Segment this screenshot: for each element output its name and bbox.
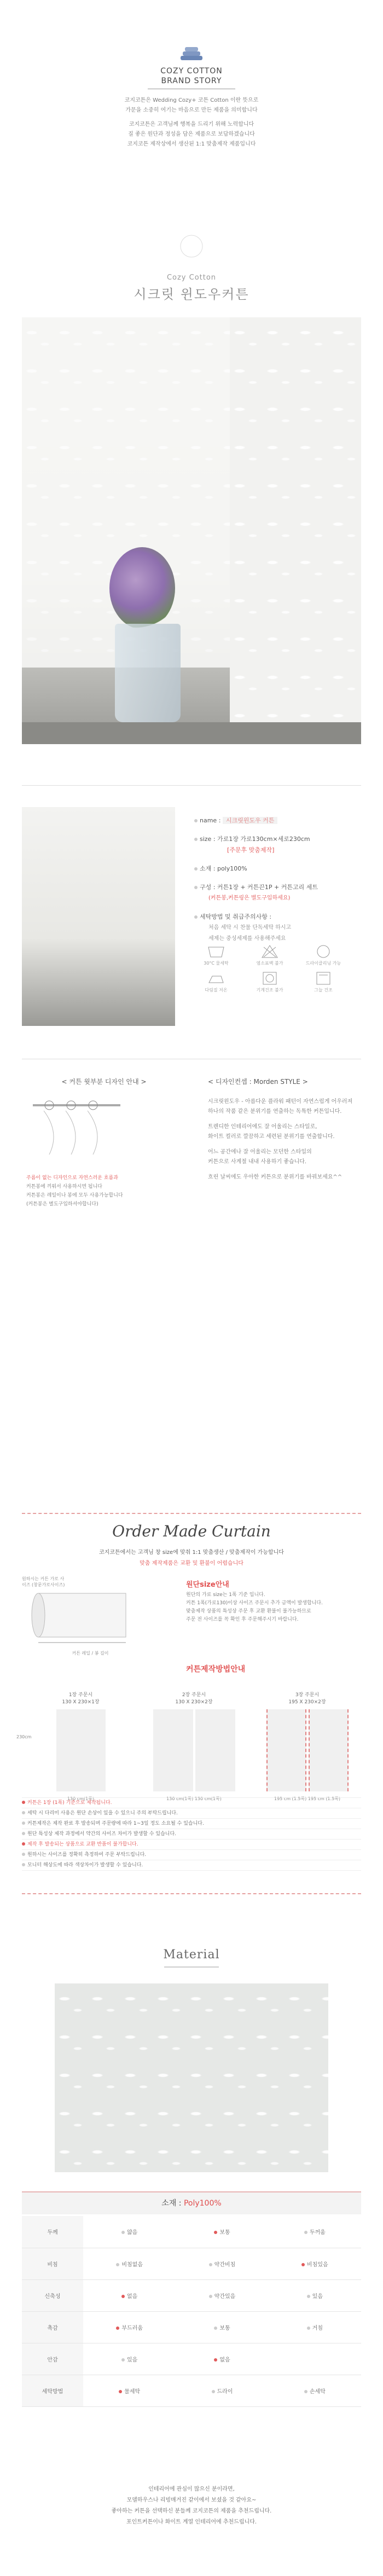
- material-row: [22, 2375, 361, 2406]
- material-row: [22, 2343, 361, 2375]
- option-dot: [307, 2295, 310, 2298]
- design-left-title: < 커튼 윗부분 디자인 안내 >: [61, 1078, 147, 1086]
- fabric-roll-icon: [22, 1588, 153, 1648]
- material-option: 부드러움: [83, 2311, 176, 2343]
- option-dot: [209, 2263, 212, 2266]
- material-row-label: 비침: [22, 2248, 83, 2279]
- spec-wash-line: 세제는 중성세제를 사용해주세요: [208, 936, 286, 942]
- curtain-ring-illustration: [27, 1094, 126, 1160]
- material-comp-bar: 소재 : Poly100%: [22, 2191, 361, 2214]
- option-dot: [304, 2390, 307, 2393]
- no-bleach-icon: [260, 944, 279, 959]
- material-option: 두꺼움: [269, 2216, 361, 2248]
- brand-logo: [0, 44, 383, 66]
- material-option: 드라이: [176, 2375, 268, 2406]
- material-option: 있음: [269, 2279, 361, 2311]
- design-right-title: < 디자인컨셉 : Morden STYLE >: [208, 1078, 308, 1086]
- option-dot: [214, 2326, 217, 2330]
- hydrangea-bouquet: [109, 547, 175, 629]
- spec-config-note: (커튼봉,커튼링은 별도구입하세요): [208, 895, 291, 901]
- material-option: 비침없음: [83, 2248, 176, 2279]
- care-icon-item: 그늘 건조: [299, 971, 348, 993]
- material-row: [22, 2248, 361, 2279]
- brand-name-line2: BRAND STORY: [161, 77, 222, 85]
- order-notes: 커튼은 1장 (1폭) 기준으로 제작됩니다. 세탁 시 다리미 사용은 원단 손상이 있을 수 있으니 주의 부탁드립니다. 커튼제작은 제작 완료 후 발송되며 주문량에 따라 1~3일 정도 소요될 수 있습니다. 원단 특성상 제작 과정에서 약간의 사이즈 차이가 발생할 수 있습니다. 제작 후 발송되는 상품으로 교환 반품이 불가합니다. 원하시는 사이즈를 정확히 측정하여 주문 부탁드립니다. 모니터 해상도에 따라 색상차이가 발생할 수 있습니다.: [22, 1797, 361, 1871]
- floor-shadow: [22, 722, 361, 744]
- width-guide: 원단size안내 원단의 가로 size는 1폭 기준 입니다. 커튼 1폭(가로130)이상 사이즈 주문시 추가 금액이 발생합니다. 맞춤제작 상품의 특성상 주문 후 교환 환불이 불가능하므로 주문 전 사이즈를 꼭 확인 후 주문해주시기 바랍니다.: [186, 1581, 323, 1622]
- material-underline: [164, 1966, 219, 1968]
- care-icon-item: 기계건조 불가: [245, 971, 294, 993]
- option-dot: [212, 2390, 215, 2393]
- spec-top-divider: [22, 785, 361, 786]
- title-decor: [0, 233, 383, 262]
- material-option: [269, 2343, 361, 2375]
- material-option: 보통: [176, 2311, 268, 2343]
- make-panel: 2장 주문시 130 X 230×2장 130 cm(1폭) 130 cm(1폭): [143, 1691, 245, 1802]
- material-row-label: 신축성: [22, 2279, 83, 2311]
- spec-comp: 소재 : poly100%: [194, 863, 369, 874]
- material-row-label: 세탁방법: [22, 2375, 83, 2406]
- title-sub: Cozy Cotton: [166, 274, 217, 282]
- material-option: 없음: [176, 2343, 268, 2375]
- brand-name-line1: COZY COTTON: [160, 67, 223, 76]
- order-top-border: [22, 1513, 361, 1514]
- footer-text: 인테리어에 관심이 많으신 분이라면, 모델하우스나 리빙매거진 같이에서 보셨을 것 같아요~ 좋아하는 커튼을 선택하신 분들께 코지코튼의 제품을 추천드립니다. 포인트커튼이나 화이트 계열 인테리어에 추천드립니다.: [111, 2486, 272, 2525]
- material-row: [22, 2311, 361, 2343]
- option-dot: [119, 2390, 122, 2393]
- spec-config: 구성 : 커튼1장 + 커튼끈1P + 커튼고리 세트: [194, 882, 369, 893]
- dry-clean-icon: [314, 944, 333, 959]
- cotton-stack-icon: [178, 44, 205, 63]
- iron-icon: [207, 971, 225, 986]
- spec-size: size : 가로1장 가로130cm×세로230cm: [194, 834, 369, 845]
- option-dot: [301, 2263, 305, 2266]
- order-bottom-border: [22, 1893, 361, 1894]
- material-option: 약간있음: [176, 2279, 268, 2311]
- material-row: [22, 2216, 361, 2248]
- spec-wash-line: 처음 세탁 시 찬물 단독세탁 하시고: [208, 925, 292, 931]
- material-row-label: 안감: [22, 2343, 83, 2375]
- order-title: Order Made Curtain: [112, 1522, 271, 1540]
- option-dot: [121, 2231, 125, 2234]
- spec-name: name : 시크릿윈도우 커튼: [194, 815, 369, 826]
- make-panel: 3장 주문시 195 X 230×2장 195 cm (1.5폭) 195 cm (1.5폭): [257, 1691, 358, 1802]
- option-dot: [307, 2326, 310, 2330]
- material-option: 보통: [176, 2216, 268, 2248]
- care-icons: [192, 944, 361, 993]
- material-option: 비침있음: [269, 2248, 361, 2279]
- option-dot: [304, 2231, 307, 2234]
- option-dot: [209, 2295, 212, 2298]
- option-dot: [214, 2358, 217, 2362]
- option-dot: [116, 2263, 119, 2266]
- material-option: 없음: [83, 2279, 176, 2311]
- spec-wash: 세탁방법 및 취급주의사항 :: [194, 912, 369, 923]
- material-title: Material: [163, 1948, 220, 1962]
- material-option: 있음: [83, 2343, 176, 2375]
- material-row: [22, 2279, 361, 2311]
- spec-size-note: [주문후 맞춤제작]: [227, 846, 275, 854]
- material-option: 약간비침: [176, 2248, 268, 2279]
- material-table: [22, 2216, 361, 2407]
- material-row-label: 촉감: [22, 2311, 83, 2343]
- option-dot: [121, 2358, 125, 2362]
- shade-dry-icon: [314, 971, 333, 986]
- material-row-label: 두께: [22, 2216, 83, 2248]
- care-icon-item: 염소표백 불가: [245, 944, 294, 966]
- spec-list: [194, 815, 369, 944]
- option-dot: [116, 2326, 119, 2330]
- material-closeup-photo: [55, 1983, 328, 2172]
- make-guide-title: 커튼제작방법안내: [186, 1665, 246, 1674]
- window-diagram: 원하시는 커튼 가로 사이즈 (창문가로사이즈) 커튼 레일 / 봉 길이: [22, 1576, 159, 1658]
- material-option: 물세탁: [83, 2375, 176, 2406]
- material-option: 얇음: [83, 2216, 176, 2248]
- order-sub1: 코지코튼에서는 고객님 창 size에 맞춰 1:1 맞춤생산 / 맞춤제작이 가능합니다: [99, 1550, 284, 1556]
- no-tumble-dry-icon: [260, 971, 279, 986]
- main-curtain-photo: [22, 317, 361, 744]
- make-panel: 1장 주문시 130 X 230×1장 130 cm(1폭): [30, 1691, 131, 1802]
- material-option: 손세탁: [269, 2375, 361, 2406]
- curtain-right-panel: [230, 317, 361, 744]
- care-icon-item: 30°C 물세탁: [192, 944, 241, 966]
- make-panels: [30, 1691, 358, 1802]
- care-icon-item: 드라이클리닝 가능: [299, 944, 348, 966]
- material-option: 거침: [269, 2311, 361, 2343]
- option-dot: [214, 2231, 217, 2234]
- option-dot: [121, 2295, 125, 2298]
- design-left-text: 주름이 없는 디자인으로 자연스러운 흐름과 커튼봉에 끼워서 사용하시면 됩니다 커튼봉은 레일이나 봉에 모두 사용가능합니다 (커튼봉은 별도구입하셔야합니다): [26, 1175, 123, 1207]
- page-title: 시크릿 윈도우커튼: [134, 287, 249, 302]
- spec-curtain-photo: [22, 807, 175, 1026]
- height-label: 230cm: [16, 1734, 32, 1739]
- glass-vase: [115, 624, 181, 722]
- brand-story: 코지코튼은 Wedding Cozy+ 코튼 Cotton 이란 뜻으로 가문을 소중히 여기는 마음으로 만든 제품을 의미합니다 코지코튼은 고객님께 행복을 드리기 위해 노력합니다 질 좋은 원단과 정성을 담은 제품으로 보답하겠습니다 코지코튼 제작상에서 생산된 1:1 맞춤제작 제품입니다: [124, 97, 259, 147]
- design-right-text: 시크릿윈도우 - 아름다운 플라워 패턴이 자연스럽게 어우러져 하나의 작품 같은 분위기를 연출하는 독특한 커튼입니다. 트렌디한 인테리어에도 잘 어울리는 스타일로, 화이트 컬러로 깔끔하고 세련된 분위기를 연출합니다. 어느 공간에나 잘 어울리는 모던한 스타일의 커튼으로 사계절 내내 사용하기 좋습니다. 흐린 날씨에도 우아한 커튼으로 분위기를 바꿔보세요^^: [208, 1099, 353, 1180]
- curtain-hanger-icon: [27, 1094, 126, 1160]
- wash-tub-icon: [207, 944, 225, 959]
- care-icon-item: 다림질 저온: [192, 971, 241, 993]
- flower-deco-icon: [178, 233, 205, 260]
- order-sub2: 맞춤 제작제품은 교환 및 환불이 어렵습니다: [140, 1560, 243, 1567]
